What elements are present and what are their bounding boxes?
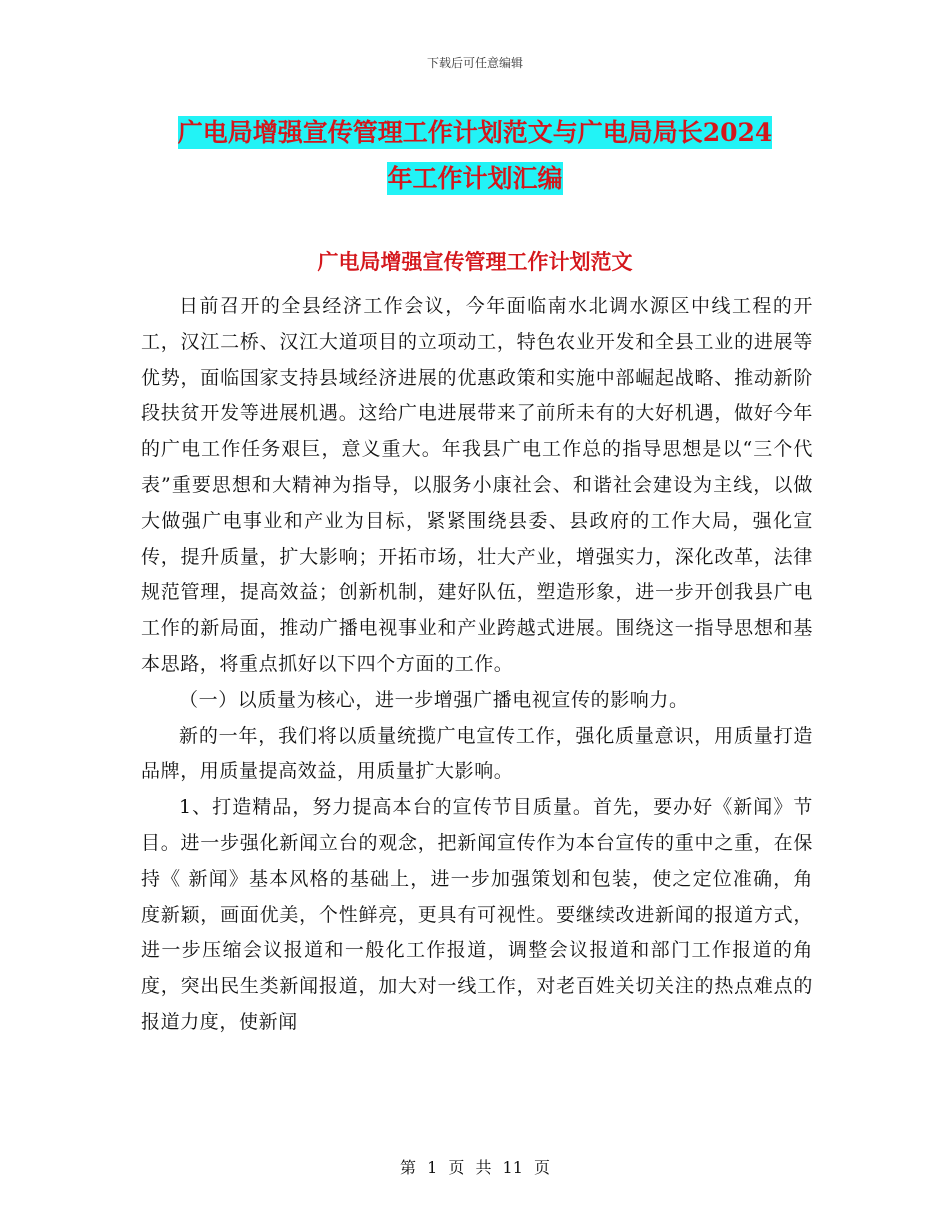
paragraph: 日前召开的全县经济工作会议，今年面临南水北调水源区中线工程的开工，汉江二桥、汉江大道项目的立项动工，特色农业开发和全县工业的进展等优势，面临国家支持县域经济进展的优惠政策和实施中部崛起战略、推动新阶段扶贫开发等进展机遇。这给广电进展带来了前所未有的大好机遇，做好今年的广电工作任务艰巨，意义重大。年我县广电工作总的指导思想是以“三个代表”重要思想和大精神为指导，以服务小康社会、和谐社会建设为主线，以做大做强广电事业和产业为目标，紧紧围绕县委、县政府的工作大局，强化宣传，提升质量，扩大影响；开拓市场，壮大产业，增强实力，深化改革，法律规范管理，提高效益；创新机制，建好队伍，塑造形象，进一步开创我县广电工作的新局面，推动广播电视事业和产业跨越式进展。围绕这一指导思想和基本思路，将重点抓好以下四个方面的工作。 xyxy=(141,295,813,675)
page-footer: 第 1 页 共 11 页 xyxy=(400,1158,550,1177)
title-line-2: 年工作计划汇编 xyxy=(387,164,563,193)
section-title: 广电局增强宣传管理工作计划范文 xyxy=(317,249,633,274)
paragraph: 新的一年，我们将以质量统揽广电宣传工作，强化质量意识，用质量打造品牌，用质量提高效益，用质量扩大影响。 xyxy=(141,724,813,783)
title-line-1: 广电局增强宣传管理工作计划范文与广电局局长2024 xyxy=(177,118,773,147)
paragraph: 1、打造精品，努力提高本台的宣传节目质量。首先，要办好《新闻》节目。进一步强化新闻立台的观念，把新闻宣传作为本台宣传的重中之重，在保持《 新闻》基本风格的基础上，进一步加强策划和包装，使之定位准确，角度新颖，画面优美，个性鲜亮，更具有可视性。要继续改进新闻的报道方式，进一步压缩会议报道和一般化工作报道，调整会议报道和部门工作报道的角度，突出民生类新闻报道，加大对一线工作，对老百姓关切关注的热点难点的报道力度，使新闻 xyxy=(141,796,813,1033)
paragraph: （一）以质量为核心，进一步增强广播电视宣传的影响力。 xyxy=(179,688,689,711)
body-text xyxy=(141,289,813,1041)
document-title xyxy=(0,110,950,202)
header-note: 下载后可任意编辑 xyxy=(426,56,523,70)
